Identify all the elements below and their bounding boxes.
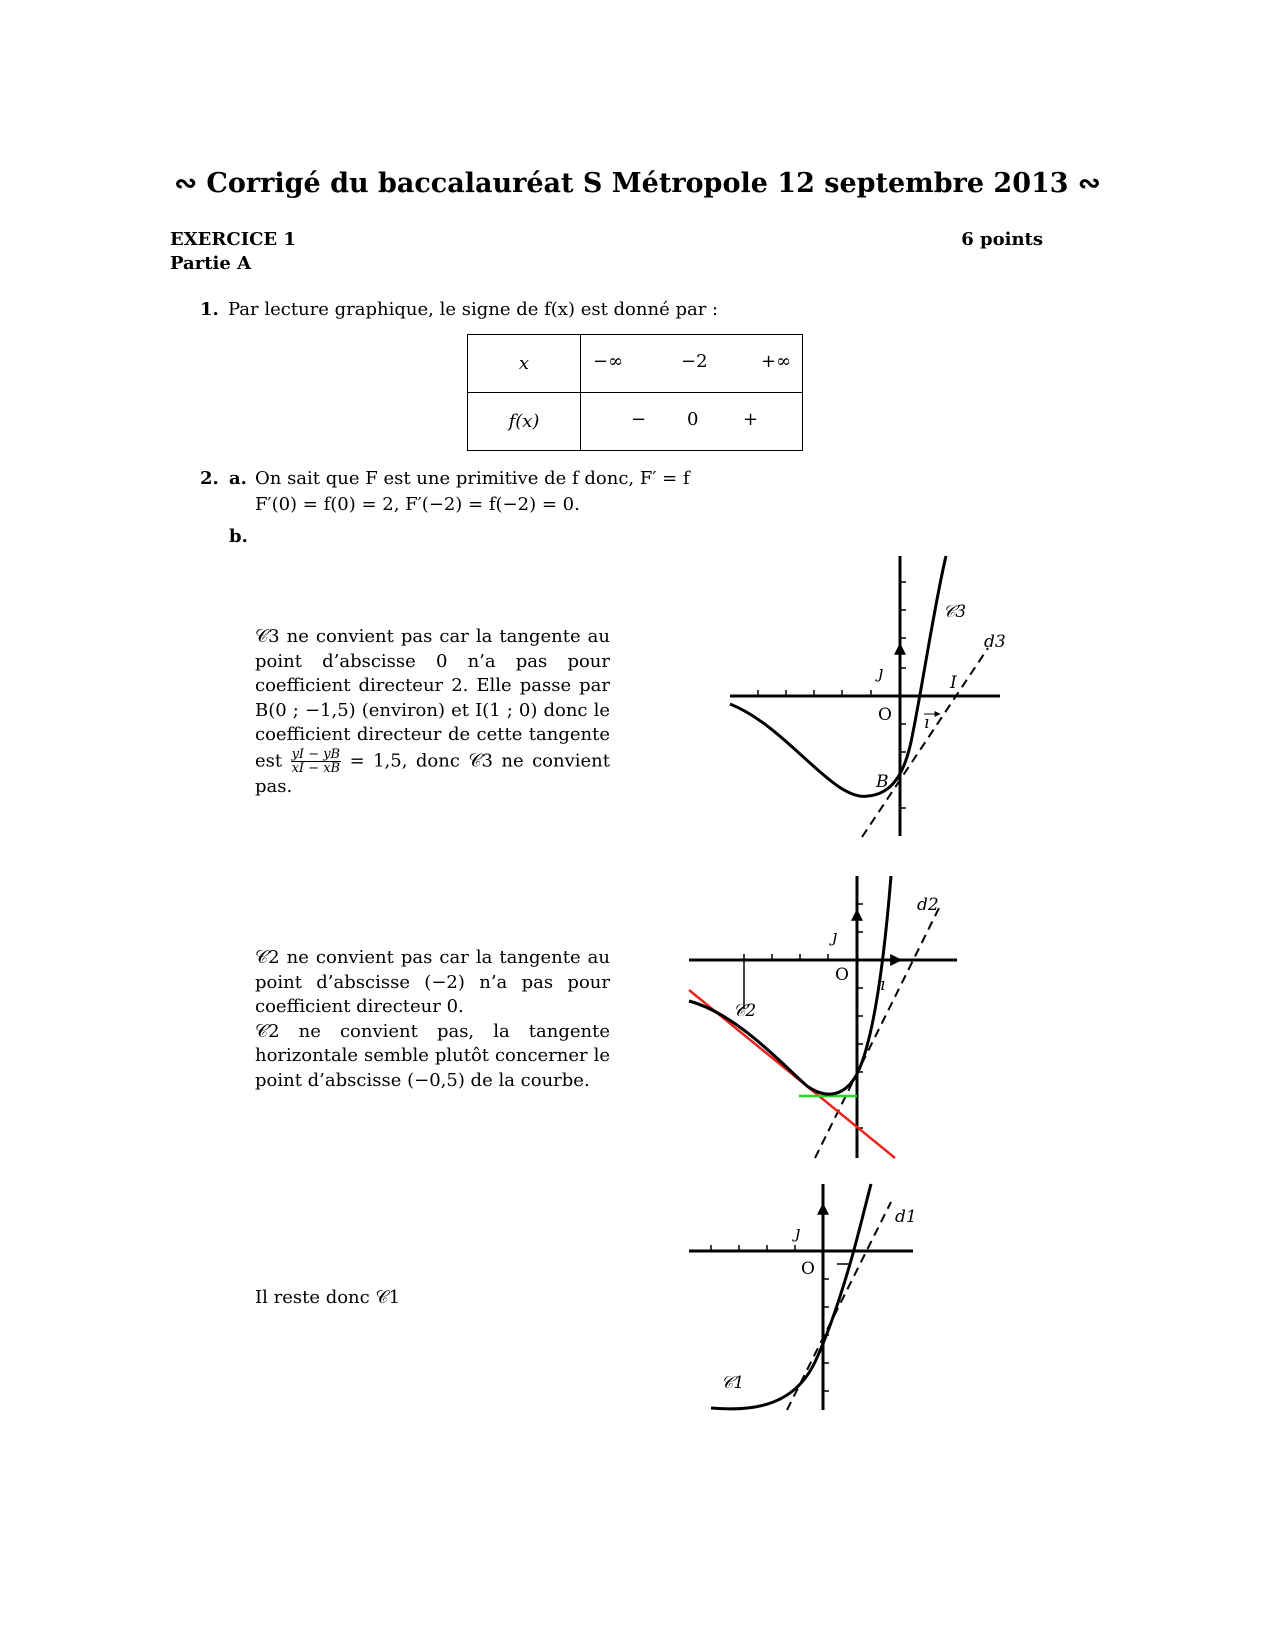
axes [730, 556, 1000, 836]
q1-text: Par lecture graphique, le signe de f(x) est donné par : [228, 299, 719, 320]
j-label: ȷ [832, 927, 838, 947]
point-b-label: B [876, 772, 889, 792]
sign-zero: 0 [687, 409, 699, 430]
table-row-x [581, 335, 803, 393]
curve-c3-label: 𝒞3 [943, 602, 967, 622]
j-label: ȷ [795, 1223, 801, 1243]
i-label: ı [880, 975, 886, 995]
point-i-label: I [950, 673, 957, 693]
q2a-line1: On sait que F est une primitive de f donc, F′ = f [255, 468, 690, 489]
x-minus-inf: −∞ [593, 351, 624, 372]
title-text: Corrigé du baccalauréat S Métropole 12 septembre 2013 [206, 168, 1069, 199]
j-label: ȷ [878, 663, 884, 683]
c2-paragraph [255, 946, 610, 1093]
exercise-points: 6 points [961, 229, 1043, 250]
sign-minus: − [631, 409, 647, 430]
graph-c3 [728, 552, 1008, 840]
sign-plus: + [743, 409, 759, 430]
table-head-fx: f(x) [468, 393, 581, 451]
i-label: ı [924, 713, 930, 733]
c2-text2: 𝒞2 ne convient pas, la tangente horizontale semble plutôt concerner le point d’abscisse (−0,5) de la courbe. [255, 1020, 610, 1091]
line-d3-label: d3 [984, 632, 1006, 652]
fraction-numerator: yI − yB [291, 746, 341, 762]
tangent-d1 [787, 1202, 891, 1410]
graph-c2 [687, 874, 967, 1164]
table-head-x: x [468, 335, 581, 393]
sign-table [467, 334, 803, 451]
c1-text: Il reste donc 𝒞1 [255, 1287, 401, 1308]
ornament-right-icon: ∾ [1077, 168, 1101, 199]
q2a-line2: F′(0) = f(0) = 2, F′(−2) = f(−2) = 0. [255, 494, 580, 515]
origin-label: O [878, 705, 892, 725]
curve-c1-label: 𝒞1 [721, 1373, 745, 1393]
exercise-label: EXERCICE 1 [170, 229, 296, 250]
origin-label: O [835, 965, 849, 985]
ornament-left-icon: ∾ [174, 168, 198, 199]
ticks [744, 904, 863, 1128]
slope-fraction [291, 748, 342, 775]
graph-c1 [687, 1182, 927, 1414]
c3-text-before: 𝒞3 ne convient pas car la tangente au point d’abscisse 0 n’a pas pour coefficient directeur 2. Elle passe par B(0 ; −1,5) (environ) et I(1 ; 0) donc le coefficient directeur de cette tangente est [255, 626, 610, 771]
q2-number: 2. [200, 468, 219, 489]
x-plus-inf: +∞ [761, 351, 792, 372]
x-minus-two: −2 [681, 351, 708, 372]
part-label: Partie A [170, 253, 252, 274]
q1-number: 1. [200, 299, 219, 320]
fraction-denominator: xI − xB [291, 760, 341, 776]
table-row-fx [581, 393, 803, 451]
line-d2-label: d2 [917, 895, 939, 915]
q2b-label: b. [229, 526, 248, 547]
c3-text-after: = 1,5, donc 𝒞3 ne convient pas. [255, 750, 610, 797]
line-d1-label: d1 [895, 1207, 917, 1227]
c2-text1: 𝒞2 ne convient pas car la tangente au point d’abscisse (−2) n’a pas pour coefficient directeur 0. [255, 947, 610, 1017]
curve-c2 [689, 876, 891, 1094]
q2a-label: a. [229, 468, 247, 489]
page-title [0, 168, 1275, 199]
axes [689, 876, 957, 1158]
curve-c2-label: 𝒞2 [733, 1001, 757, 1021]
origin-label: O [801, 1259, 815, 1279]
c3-paragraph [255, 625, 610, 799]
